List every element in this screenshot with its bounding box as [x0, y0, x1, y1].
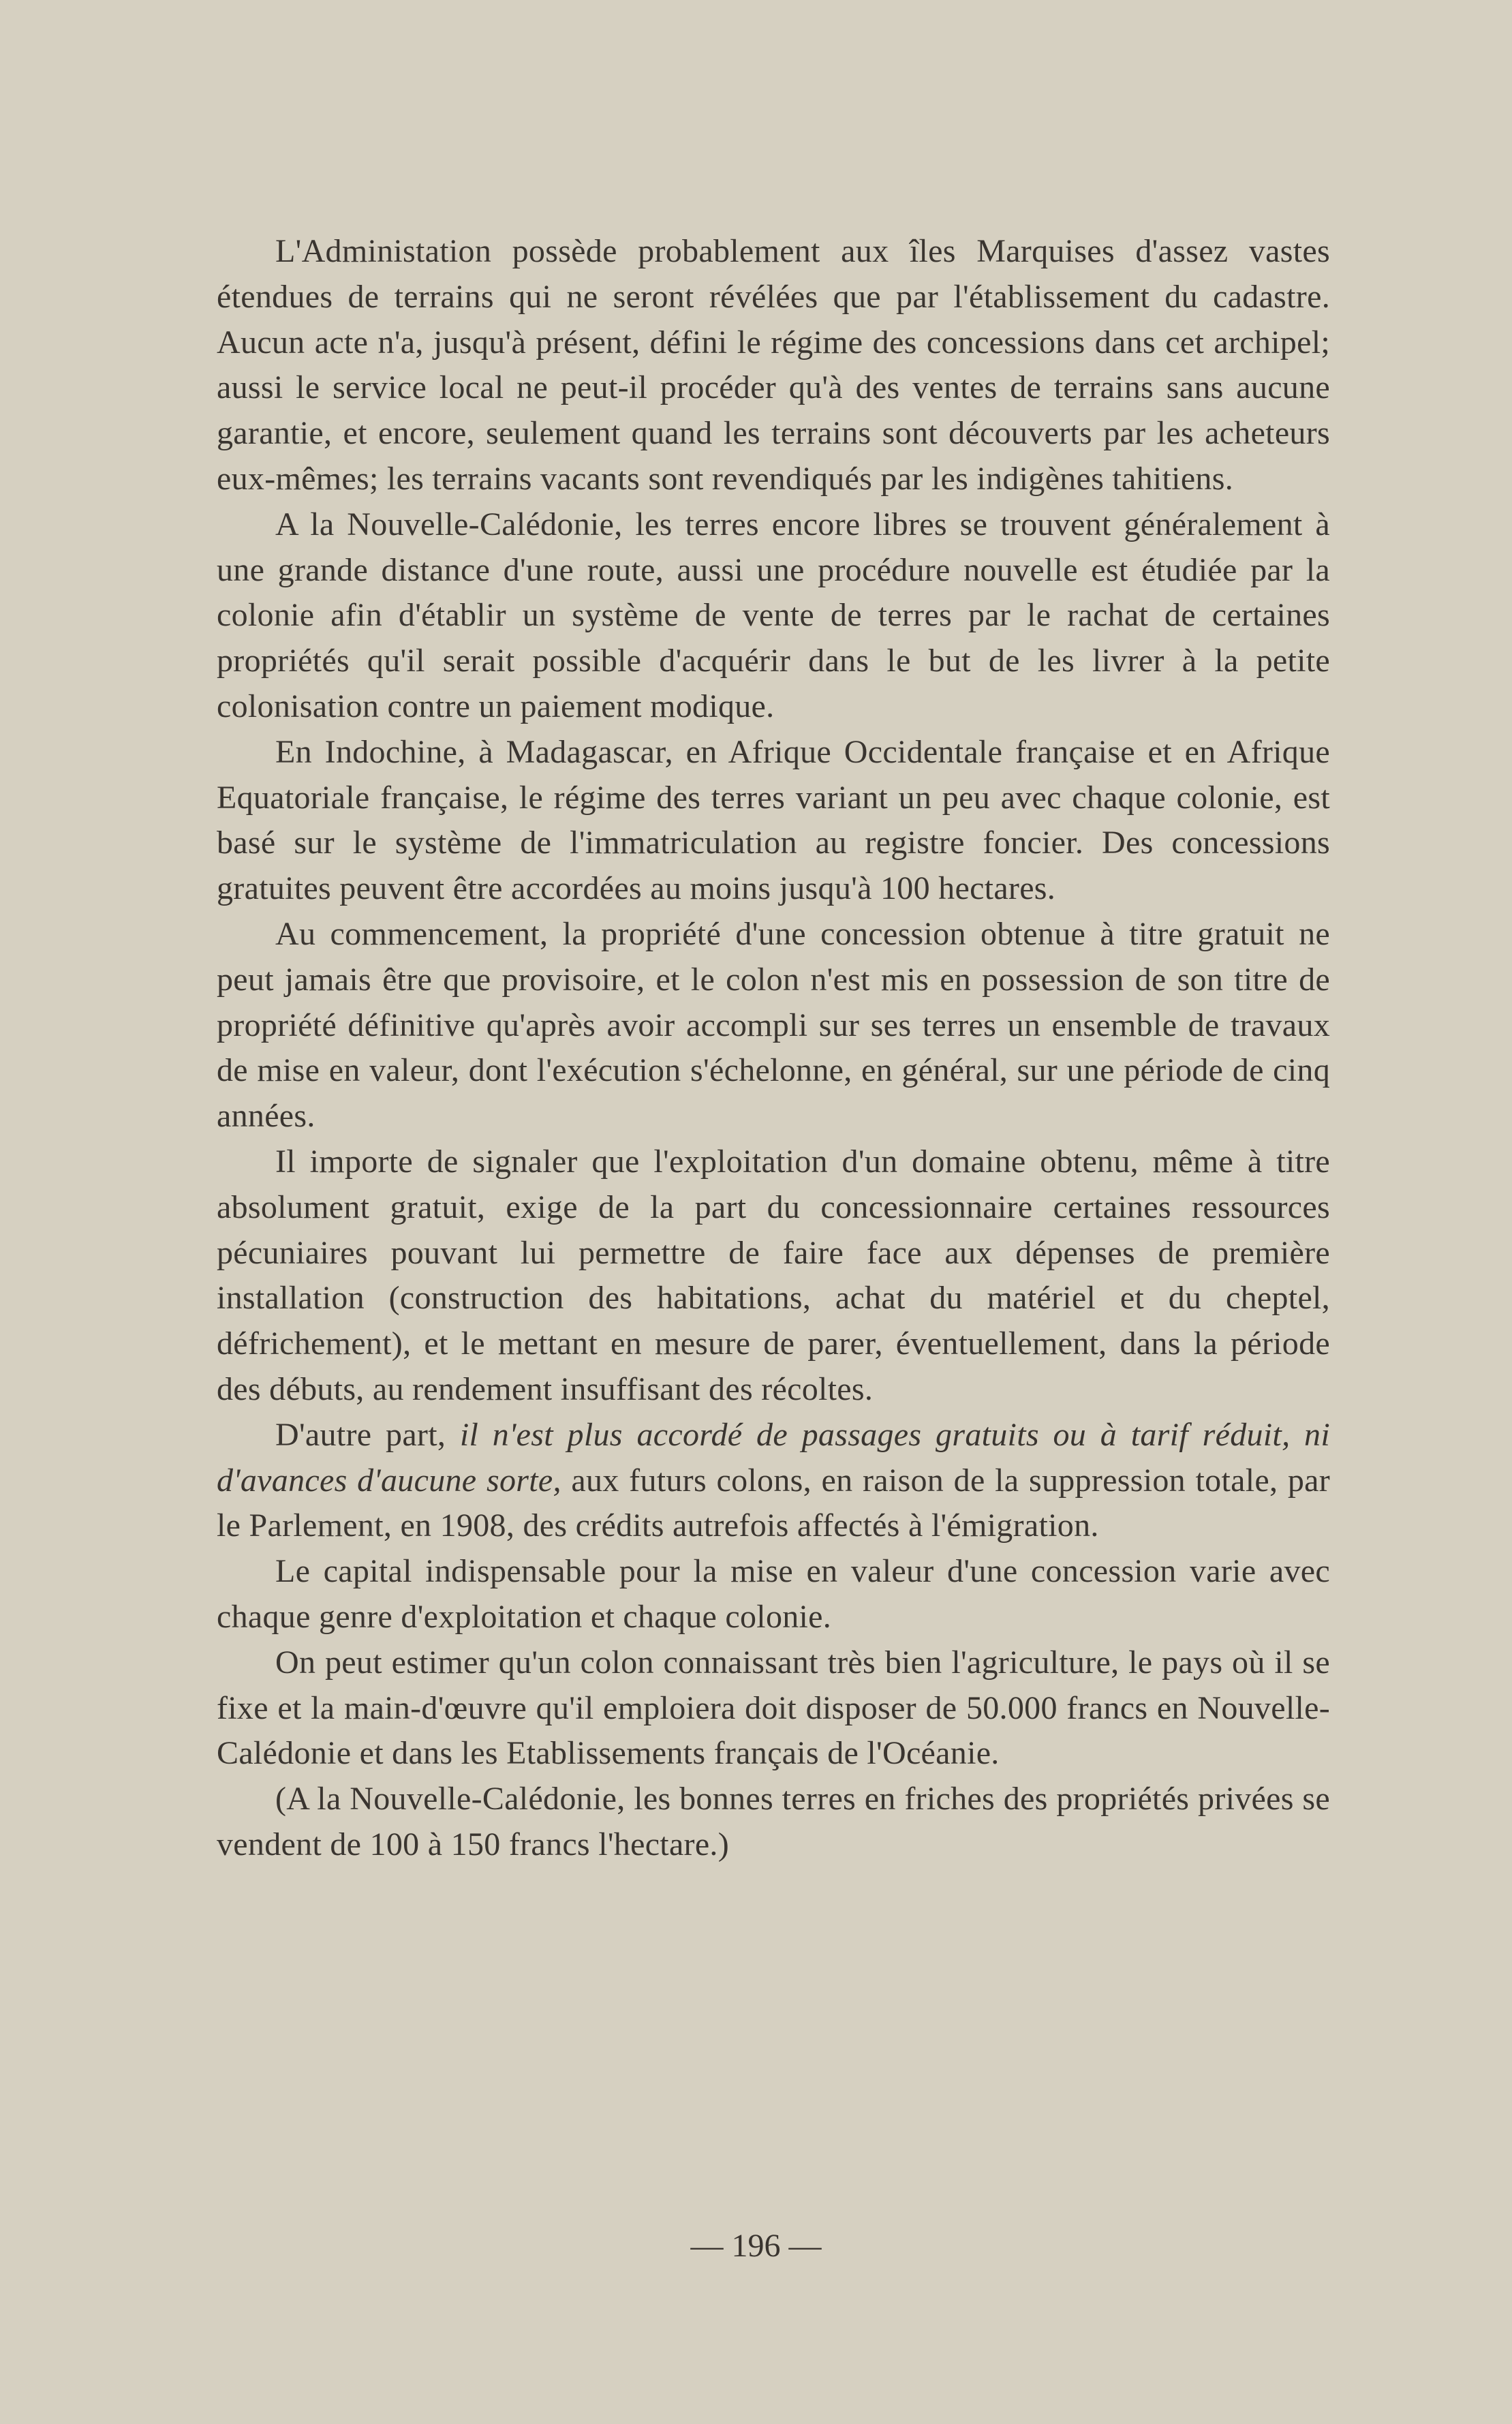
- paragraph-exploitation: Il importe de signaler que l'exploitation d'un domaine obtenu, même à titre absolument gratuit, exige de la part du concessionnaire certaines ressources pécuniaires pouvant lui permettre de faire face aux dépenses de première installation (construction des habitations, achat du matériel et du cheptel, défrichement), et le mettant en mesure de parer, éventuellement, dans la période des débuts, au rendement insuffisant des récoltes.: [217, 1143, 1330, 1407]
- paragraph-prix-terres: (A la Nouvelle-Calédonie, les bonnes terres en friches des propriétés privées se vendent de 100 à 150 francs l'hectare.): [217, 1781, 1330, 1862]
- autre-part-tail: aux futurs colons, en raison de la suppression totale, par le Parlement, en 1908, des crédits autrefois affectés à l'émigration.: [217, 1462, 1331, 1544]
- paragraph-indochine: En Indochine, à Madagascar, en Afrique Occidentale française et en Afrique Equatoriale française, le régime des terres variant un peu avec chaque colonie, est basé sur le système de l'immatriculation au registre foncier. Des concessions gratuites peuvent être accordées au moins jusqu'à 100 hectares.: [217, 733, 1330, 907]
- paragraph-estimation: On peut estimer qu'un colon connaissant très bien l'agriculture, le pays où il se fixe et la main-d'œuvre qu'il emploiera doit disposer de 50.000 francs en Nouvelle-Calédonie et dans les Etablissements français de l'Océanie.: [217, 1644, 1330, 1772]
- paragraph-commencement: Au commencement, la propriété d'une concession obtenue à titre gratuit ne peut jamais être que provisoire, et le colon n'est mis en possession de son titre de propriété définitive qu'après avoir accompli sur ses terres un ensemble de travaux de mise en valeur, dont l'exécution s'échelonne, en général, sur une période de cinq années.: [217, 915, 1330, 1135]
- paragraph-marquises: L'Administation possède probablement aux îles Marquises d'assez vastes étendues de terrains qui ne seront révélées que par l'établissement du cadastre. Aucun acte n'a, jusqu'à présent, défini le régime des concessions dans cet archipel; aussi le service local ne peut-il procéder qu'à des ventes de terrains sans aucune garantie, et encore, seulement quand les terrains sont découverts par les acheteurs eux-mêmes; les terrains vacants sont revendiqués par les indigènes tahitiens.: [217, 233, 1330, 497]
- paragraph-capital: Le capital indispensable pour la mise en valeur d'une concession varie avec chaque genre d'exploitation et chaque colonie.: [217, 1553, 1330, 1635]
- paragraph-nouvelle-caledonie: A la Nouvelle-Calédonie, les terres encore libres se trouvent généralement à une grande distance d'une route, aussi une procédure nouvelle est étudiée par la colonie afin d'établir un système de vente de terres par le rachat de certaines propriétés qu'il serait possible d'acquérir dans le but de les livrer à la petite colonisation contre un paiement modique.: [217, 506, 1330, 724]
- autre-part-lead: D'autre part,: [275, 1416, 460, 1453]
- body-text: [217, 229, 1330, 1868]
- autre-part-italic: il n'est plus accordé de passages gratuits ou à tarif réduit, ni d'avances d'aucune sorte,: [217, 1416, 1330, 1499]
- paragraph-autre-part: [217, 1413, 1330, 1549]
- page-number: — 196 —: [690, 2228, 822, 2264]
